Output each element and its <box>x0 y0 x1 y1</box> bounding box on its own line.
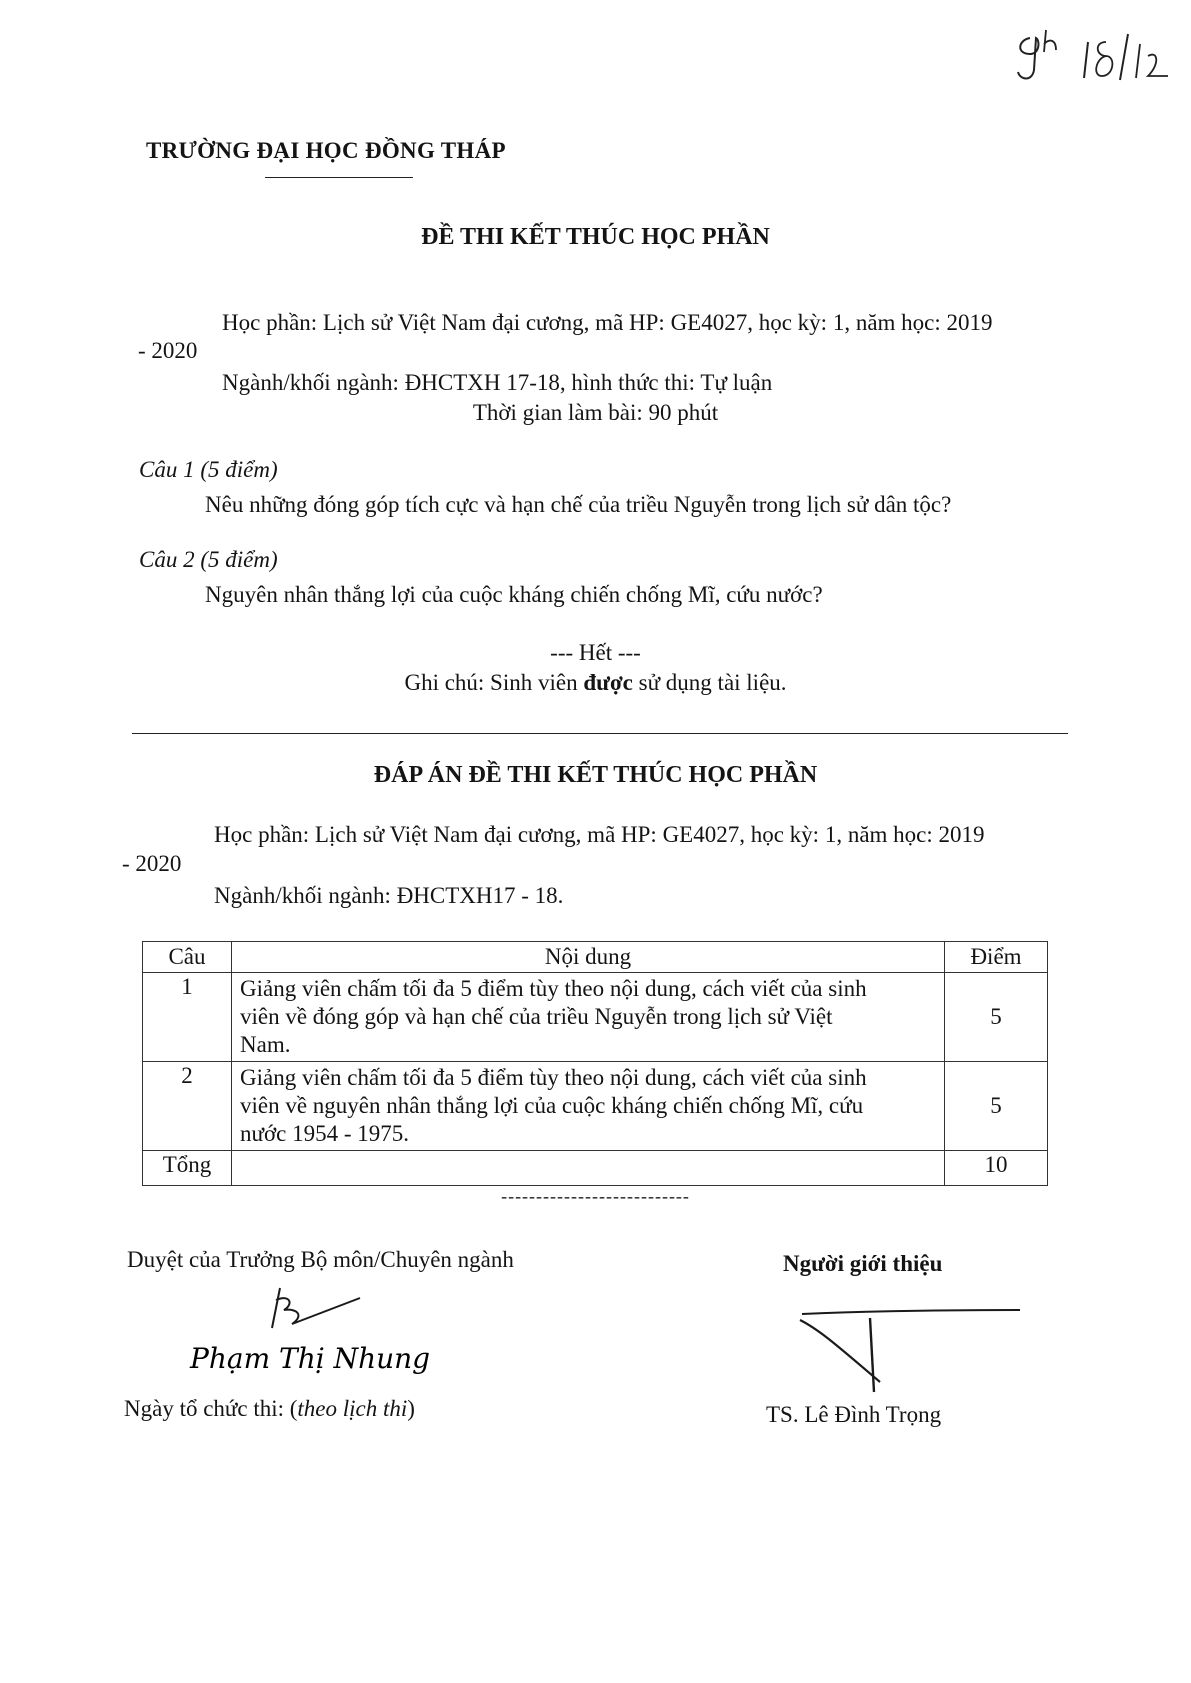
school-name: TRƯỜNG ĐẠI HỌC ĐỒNG THÁP <box>146 138 506 163</box>
exam-date-prefix: Ngày tổ chức thi: ( <box>124 1396 298 1421</box>
introducer-signature <box>790 1300 1030 1400</box>
answer-course-line-continued: - 2020 <box>122 851 182 876</box>
handwritten-initials <box>1010 20 1180 90</box>
header-score: Điểm <box>945 942 1048 973</box>
header-content: Nội dung <box>232 942 945 973</box>
row-2-number: 2 <box>143 1062 232 1151</box>
table-total-row <box>143 1151 1048 1186</box>
row-1-line: Nam. <box>240 1032 291 1057</box>
exam-date <box>124 1394 415 1424</box>
note-bold: được <box>583 670 633 695</box>
note-suffix: sử dụng tài liệu. <box>632 670 787 695</box>
total-label: Tổng <box>143 1151 232 1186</box>
question-1-heading: Câu 1 (5 điểm) <box>139 457 278 482</box>
question-2-text: Nguyên nhân thắng lợi của cuộc kháng chiến chống Mĩ, cứu nước? <box>205 582 823 607</box>
section-divider <box>132 733 1068 734</box>
question-2-heading: Câu 2 (5 điểm) <box>139 547 278 572</box>
introducer-label: Người giới thiệu <box>783 1251 943 1276</box>
total-empty-cell <box>232 1151 945 1186</box>
table-row <box>143 973 1048 1062</box>
approver-label: Duyệt của Trưởng Bộ môn/Chuyên ngành <box>127 1247 514 1272</box>
row-1-content <box>232 973 945 1062</box>
exam-note <box>0 668 1191 698</box>
approver-signature-text: Phạm Thị Nhung <box>190 1342 431 1375</box>
row-2-line: Giảng viên chấm tối đa 5 điểm tùy theo nội dung, cách viết của sinh <box>240 1065 867 1090</box>
exam-date-italic: theo lịch thi <box>297 1396 408 1421</box>
end-mark: --- Hết --- <box>550 640 641 665</box>
question-1-text: Nêu những đóng góp tích cực và hạn chế của triều Nguyễn trong lịch sử dân tộc? <box>205 492 952 517</box>
answer-title: ĐÁP ÁN ĐỀ THI KẾT THÚC HỌC PHẦN <box>373 762 818 788</box>
row-1-number: 1 <box>143 973 232 1062</box>
introducer-name: TS. Lê Đình Trọng <box>766 1402 942 1427</box>
row-1-line: Giảng viên chấm tối đa 5 điểm tùy theo nội dung, cách viết của sinh <box>240 976 867 1001</box>
table-row <box>143 1062 1048 1151</box>
row-2-line: viên về nguyên nhân thắng lợi của cuộc kháng chiến chống Mĩ, cứu <box>240 1093 864 1118</box>
exam-course-line: Học phần: Lịch sử Việt Nam đại cương, mã HP: GE4027, học kỳ: 1, năm học: 2019 <box>222 310 993 335</box>
dash-separator: --------------------------- <box>501 1186 690 1206</box>
note-prefix: Ghi chú: Sinh viên <box>404 670 584 695</box>
exam-major-line: Ngành/khối ngành: ĐHCTXH 17-18, hình thức thi: Tự luận <box>222 370 773 395</box>
answer-table <box>142 941 1048 1186</box>
row-1-line: viên về đóng góp và hạn chế của triều Nguyễn trong lịch sử Việt <box>240 1004 833 1029</box>
answer-course-line: Học phần: Lịch sử Việt Nam đại cương, mã HP: GE4027, học kỳ: 1, năm học: 2019 <box>214 822 985 847</box>
table-header-row <box>143 942 1048 973</box>
school-underline <box>265 177 413 178</box>
header-question: Câu <box>143 942 232 973</box>
row-2-score: 5 <box>945 1062 1048 1151</box>
row-2-content <box>232 1062 945 1151</box>
exam-duration: Thời gian làm bài: 90 phút <box>472 400 719 425</box>
row-1-score: 5 <box>945 973 1048 1062</box>
exam-date-suffix: ) <box>407 1396 415 1421</box>
exam-course-line-continued: - 2020 <box>138 338 198 363</box>
approver-signature <box>180 1280 450 1390</box>
row-2-line: nước 1954 - 1975. <box>240 1121 409 1146</box>
exam-title: ĐỀ THI KẾT THÚC HỌC PHẦN <box>421 224 770 250</box>
total-score: 10 <box>945 1151 1048 1186</box>
answer-major-line: Ngành/khối ngành: ĐHCTXH17 - 18. <box>214 883 564 908</box>
